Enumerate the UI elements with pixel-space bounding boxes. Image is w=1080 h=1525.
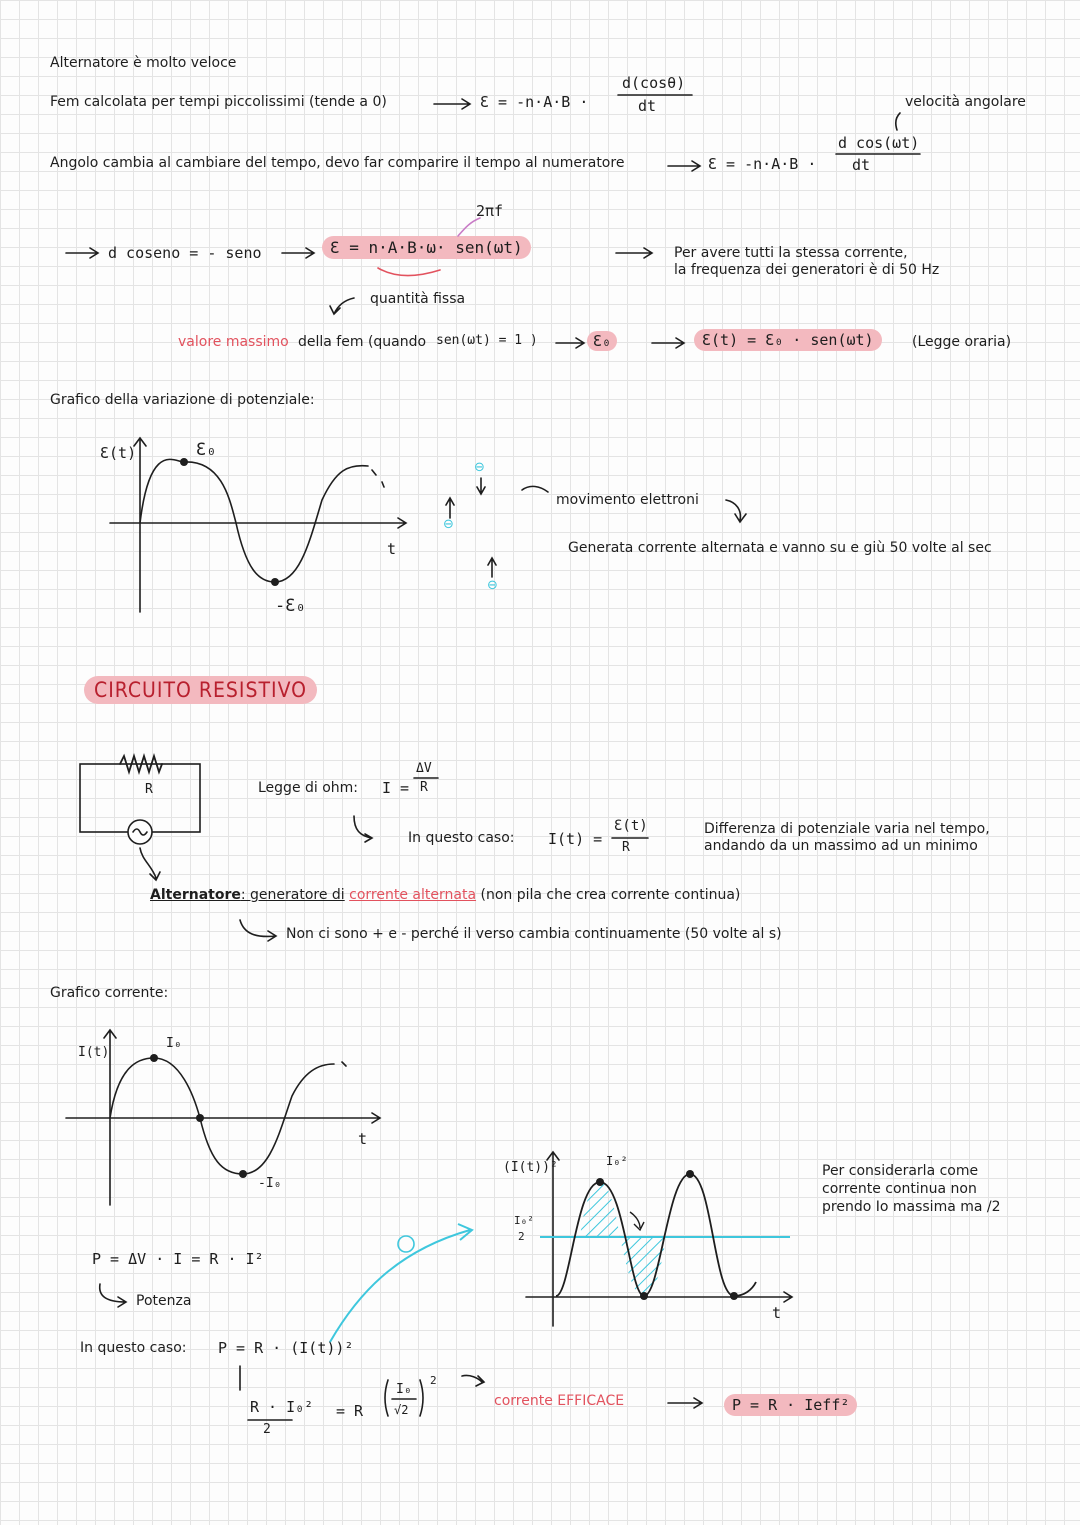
power-frac-numerator: R · I₀² xyxy=(250,1398,314,1416)
graph1-max-dot xyxy=(180,458,188,466)
graph1-tick xyxy=(372,470,384,487)
graph1-x-axis xyxy=(110,518,406,528)
eq2-denominator: dt xyxy=(852,156,871,174)
arrow-1 xyxy=(434,99,470,109)
cyan-arrow xyxy=(330,1224,472,1342)
ohm-arrow xyxy=(354,816,372,842)
graph3-y-label: (I(t))² xyxy=(503,1160,558,1175)
resistor-label: R xyxy=(145,782,153,797)
graph1-wave xyxy=(140,459,368,582)
power-this-case: In questo caso: xyxy=(80,1340,187,1356)
io-paren xyxy=(385,1380,423,1416)
angular-velocity-label: velocità angolare xyxy=(905,94,1026,110)
graph1-min-dot xyxy=(271,578,279,586)
graph3-peak-dot-2 xyxy=(686,1170,694,1178)
graph3-zero-dot-1 xyxy=(640,1292,648,1300)
rms-note-3: prendo Io massima ma /2 xyxy=(822,1199,1001,1215)
eff-arrow xyxy=(668,1398,702,1408)
fixed-quantity-label: quantità fissa xyxy=(370,291,466,307)
graph2-zero-dot xyxy=(196,1114,204,1122)
potential-diff-note-2: andando da un massimo ad un minimo xyxy=(704,838,978,854)
effective-arrow xyxy=(462,1375,484,1386)
electron-movement-label: movimento elettroni xyxy=(556,492,699,508)
alternator-word: Alternatore xyxy=(150,887,241,903)
ohm-i: I = xyxy=(382,779,410,797)
power-formula: P = ΔV · I = R · I² xyxy=(92,1250,264,1268)
power-label: Potenza xyxy=(136,1293,192,1309)
this-case-label: In questo caso: xyxy=(408,830,515,846)
ohm-numerator: ΔV xyxy=(416,761,432,776)
graph3-x-label: t xyxy=(772,1304,782,1322)
power-instant-formula: P = R · (I(t))² xyxy=(218,1339,354,1357)
sign-change-note: Non ci sono + e - perché il verso cambia continuamente (50 volte al s) xyxy=(286,926,782,942)
graph2-max-label: I₀ xyxy=(166,1036,182,1051)
note-alternatore-veloce: Alternatore è molto veloce xyxy=(50,55,237,71)
graph2-x-axis xyxy=(66,1113,380,1123)
fixed-arrow xyxy=(330,298,354,314)
electron-curve-arrow xyxy=(522,486,548,492)
power-arrow xyxy=(100,1284,126,1307)
io-numerator: I₀ xyxy=(396,1382,412,1397)
rms-hatch-above xyxy=(580,1182,620,1237)
electron-icon-1: ⊖ xyxy=(443,517,454,532)
io-denominator: √2 xyxy=(394,1403,409,1417)
section-title-circuito: CIRCUITO RESISTIVO xyxy=(84,676,317,704)
rms-note-2: corrente continua non xyxy=(822,1181,977,1197)
graph1-electron-arrows xyxy=(446,478,496,577)
alternating-current-note: Generata corrente alternata e vanno su e giù 50 volte al sec xyxy=(568,540,992,556)
graph2-min-label: -I₀ xyxy=(258,1176,282,1191)
eq2-numerator: d cos(ωt) xyxy=(838,134,920,152)
graph2-tick xyxy=(342,1062,346,1066)
graph1-title: Grafico della variazione di potenziale: xyxy=(50,392,315,408)
graph2-min-dot xyxy=(239,1170,247,1178)
graph2-wave xyxy=(110,1058,334,1174)
graph1-y-label: Ɛ(t) xyxy=(100,444,137,462)
emf-formula: Ɛ = n·A·B·ω· sen(ωt) xyxy=(322,236,531,259)
current-numerator: Ɛ(t) xyxy=(614,818,648,834)
note-angolo-cambia: Angolo cambia al cambiare del tempo, devo far comparire il tempo al numeratore xyxy=(50,155,625,171)
alternating-current-term: corrente alternata xyxy=(349,887,477,903)
omega-label: 2πf xyxy=(476,202,504,220)
max-value-label: valore massimo xyxy=(178,334,289,350)
graph2-y-label: I(t) xyxy=(78,1045,110,1060)
note-fem-tempi: Fem calcolata per tempi piccolissimi (tende a 0) xyxy=(50,94,387,110)
max-value-text: della fem (quando xyxy=(298,334,427,350)
electron-icon-3: ⊖ xyxy=(487,578,498,593)
arrow-3 xyxy=(66,248,98,258)
frequency-note-2: la frequenza dei generatori è di 50 Hz xyxy=(674,262,940,278)
graph2-title: Grafico corrente: xyxy=(50,985,169,1001)
current-denominator: R xyxy=(622,840,630,855)
graph1-y-axis xyxy=(134,438,146,612)
graph1-x-label: t xyxy=(387,540,397,558)
law-label: (Legge oraria) xyxy=(912,334,1012,350)
arrow-5 xyxy=(616,248,652,258)
cyan-loop xyxy=(398,1236,414,1252)
graph2-x-label: t xyxy=(358,1130,368,1148)
arrow-6 xyxy=(556,338,584,348)
effective-power-formula: P = R · Ieff² xyxy=(724,1394,857,1416)
rms-note-1: Per considerarla come xyxy=(822,1163,979,1179)
emf-equation-2: Ɛ = -n·A·B · xyxy=(708,155,817,173)
electron-down-arrow xyxy=(726,500,746,522)
graph1-max-label: Ɛ₀ xyxy=(196,440,217,460)
ohm-law-label: Legge di ohm: xyxy=(258,780,359,796)
resistor-icon xyxy=(120,756,162,772)
eq1-denominator: dt xyxy=(638,97,657,115)
graph3-half-denominator: 2 xyxy=(518,1230,525,1243)
emf-equation-1: Ɛ = -n·A·B · xyxy=(480,93,589,111)
fixed-brace xyxy=(378,268,440,276)
max-emf-symbol: Ɛ₀ xyxy=(587,331,617,351)
graph3-x-axis xyxy=(526,1292,792,1302)
angular-arrow xyxy=(896,113,900,130)
dcos-rule: d coseno = - seno xyxy=(108,244,262,262)
rms-small-arrow xyxy=(630,1212,644,1230)
effective-current-label: corrente EFFICACE xyxy=(494,1393,625,1409)
current-formula-lhs: I(t) = xyxy=(548,830,603,848)
graph3-half-numerator: I₀² xyxy=(514,1214,534,1227)
arrow-2 xyxy=(668,161,700,171)
graph1-min-label: -Ɛ₀ xyxy=(275,596,306,616)
graph3-peak-label: I₀² xyxy=(606,1154,628,1168)
graph2-max-dot xyxy=(150,1054,158,1062)
graph3-zero-dot-2 xyxy=(730,1292,738,1300)
alternator-def-a: : generatore di xyxy=(240,887,345,903)
circuit-alt-arrow xyxy=(140,848,160,880)
omega-curve xyxy=(458,218,480,236)
arrow-4 xyxy=(282,248,314,258)
ohm-denominator: R xyxy=(420,780,428,795)
io-exponent: 2 xyxy=(430,1374,437,1387)
alternator-def-b: (non pila che crea corrente continua) xyxy=(480,887,741,903)
frequency-note-1: Per avere tutti la stessa corrente, xyxy=(674,245,908,261)
potential-diff-note-1: Differenza di potenziale varia nel tempo, xyxy=(704,821,990,837)
power-equals-r: = R xyxy=(336,1402,364,1420)
power-frac-denominator: 2 xyxy=(263,1422,271,1437)
law-formula: Ɛ(t) = Ɛ₀ · sen(ωt) xyxy=(694,329,882,351)
graph3-peak-dot-1 xyxy=(596,1178,604,1186)
graph3-y-axis xyxy=(547,1152,559,1326)
eq1-numerator: d(cosθ) xyxy=(622,74,686,92)
sign-arrow xyxy=(240,920,276,941)
max-value-condition: sen(ωt) = 1 ) xyxy=(436,333,538,348)
arrow-7 xyxy=(652,338,684,348)
electron-icon-2: ⊖ xyxy=(474,460,485,475)
